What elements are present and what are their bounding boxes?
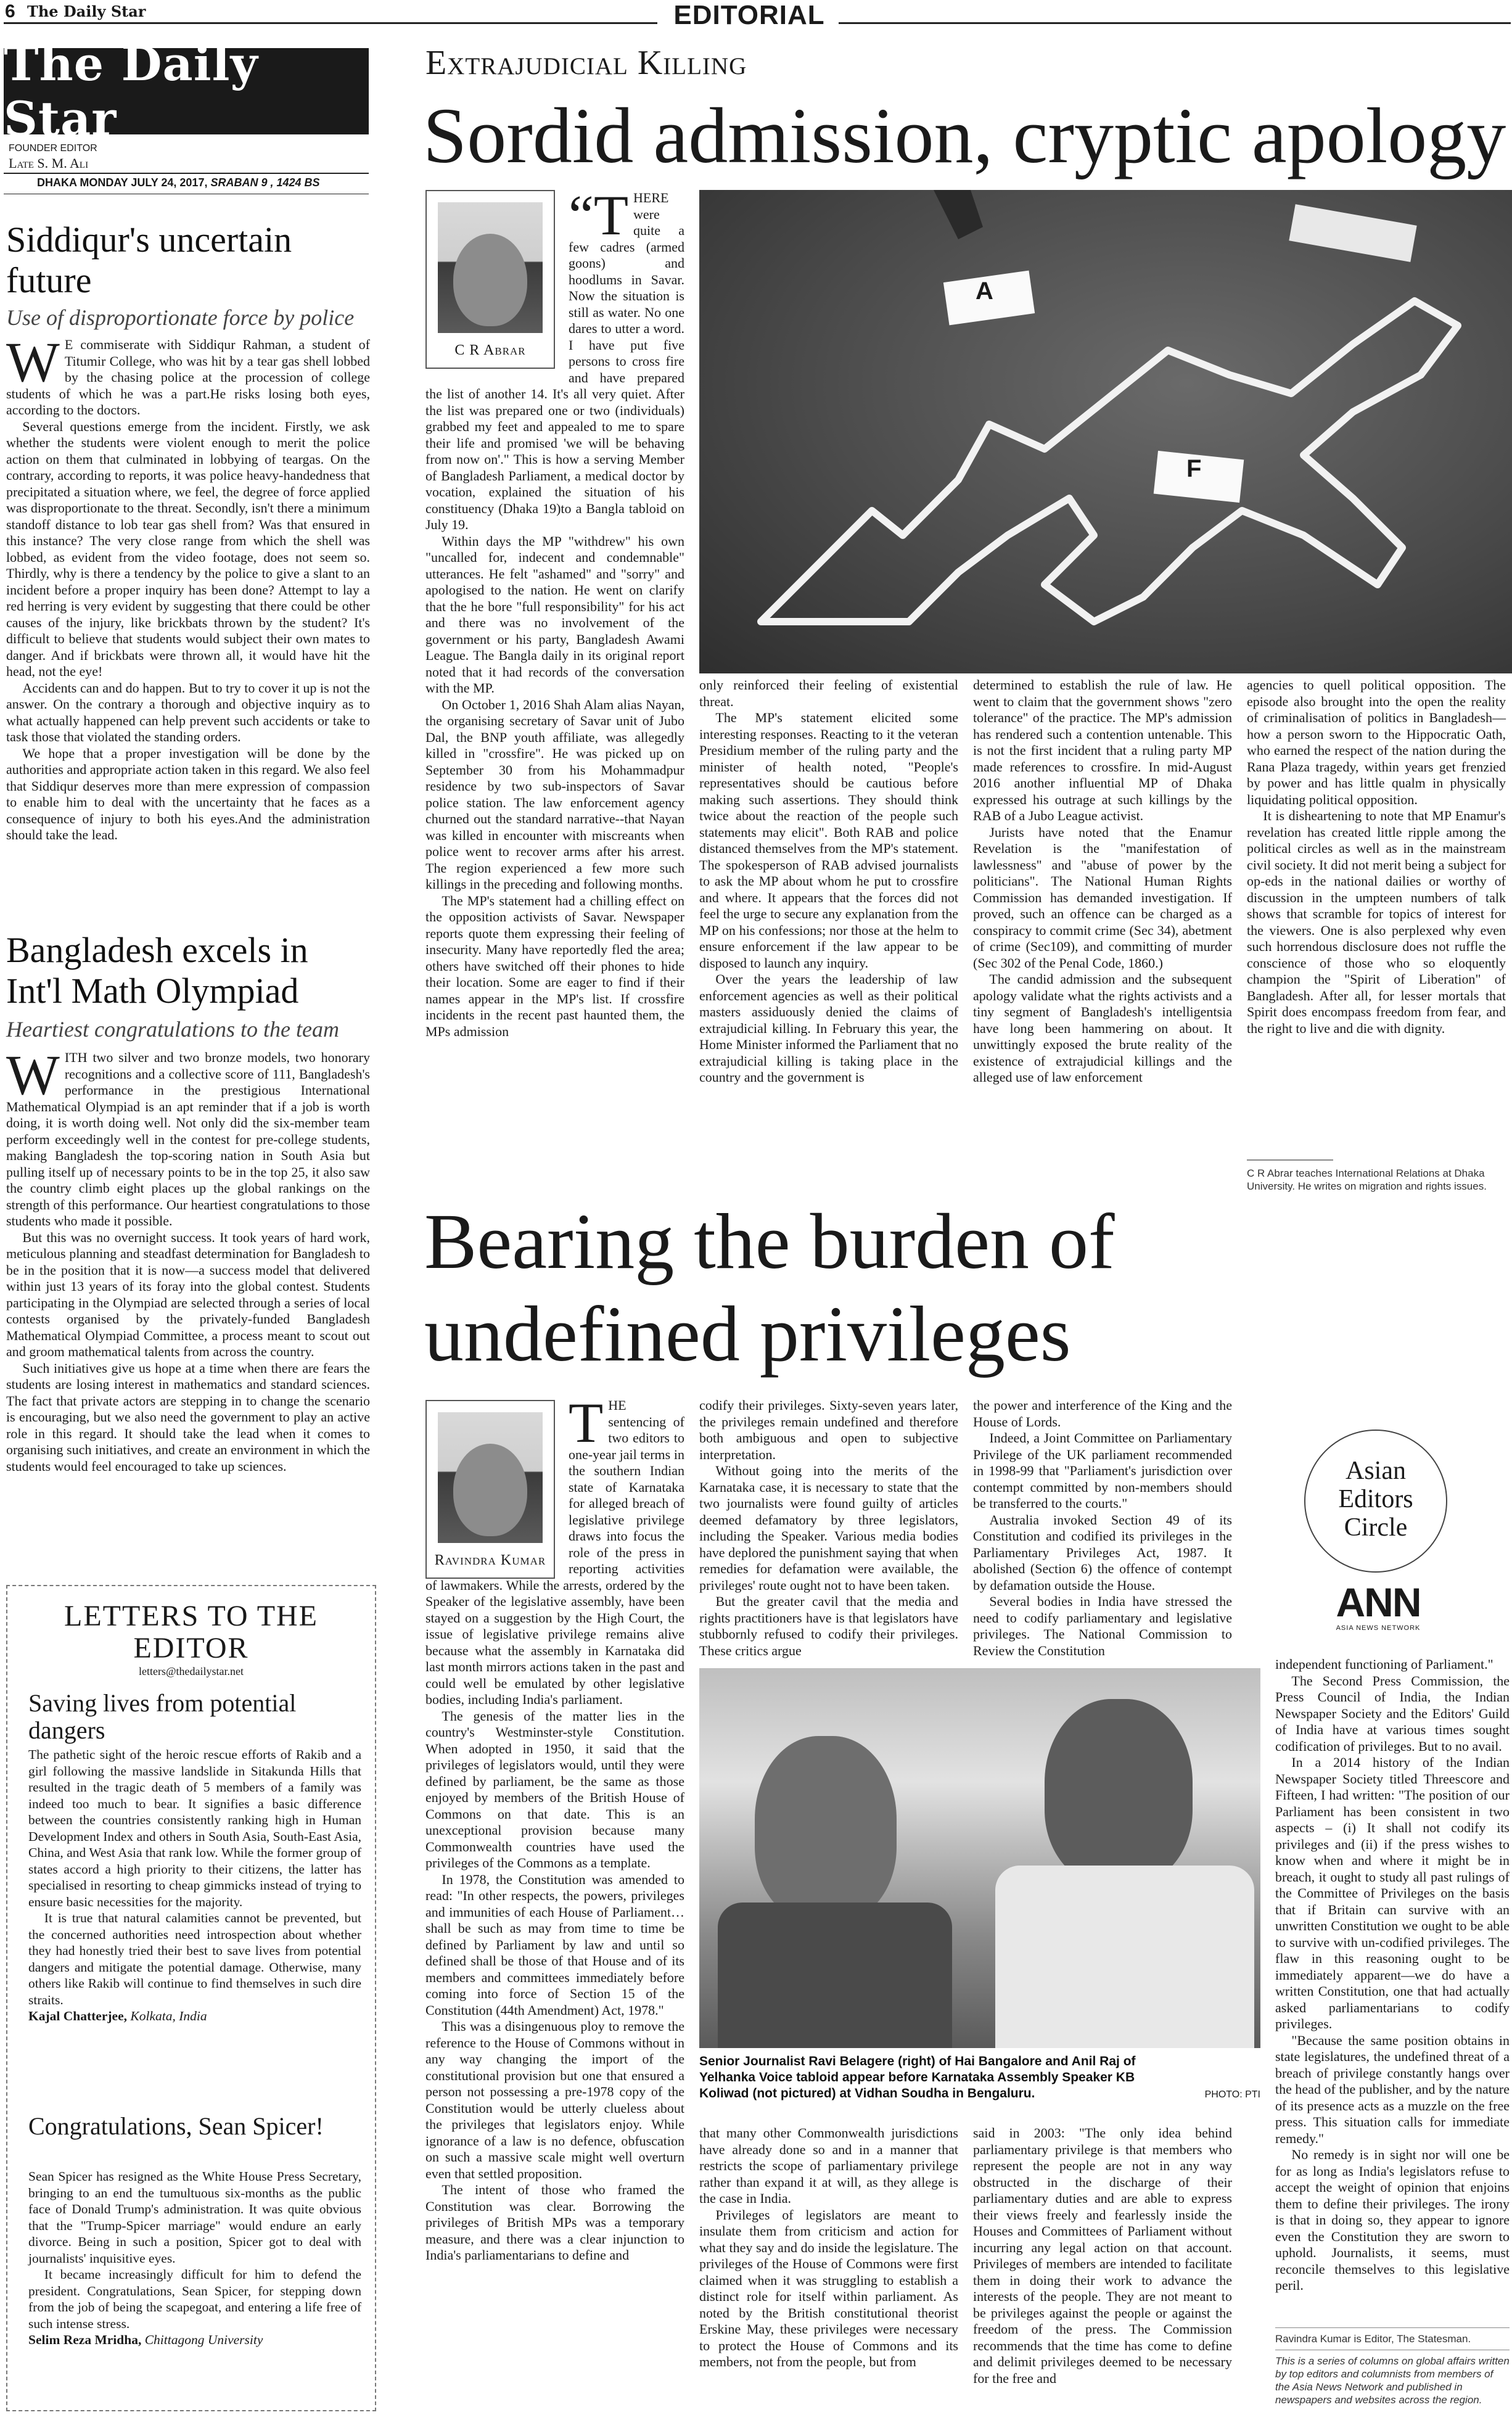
article-2-para: The Second Press Commission, the Press Council of India, the Indian Newspaper Society and the Editors' Guild of India have at various times sought codification of privileges. But to no avail.	[1275, 1672, 1510, 1754]
article-1-para: The MP's statement had a chilling effect on the opposition activists of Savar. Newspaper reports quote them expressing their feeling of insecurity. Many have reportedly fled the area; others have switched off their phones to hide their location. Some are eager to find if their names appear in the MP's list. If crossfire incidents in the recent past haunted them, the MPs admission	[425, 892, 684, 1039]
article-2-column-4	[1275, 1656, 1510, 2294]
article-2-column-3-top	[973, 1397, 1232, 1659]
article-2-para: independent functioning of Parliament."	[1275, 1656, 1494, 1672]
dateline-rule	[4, 173, 369, 174]
article-1-column-1	[425, 184, 684, 1040]
letter-2-signoff: Selim Reza Mridha, Chittagong University	[28, 2332, 263, 2347]
editorial-2-para: Such initiatives give us hope at a time when there are fears the students are losing interest in mathematics and standard sciences. The fact that private actors are stepping in to change the scenario is encouraging, but we also need the government to play an active role in this regard. It should take the lead when it comes to organising such initiatives, and create an environment in which the students would feel encouraged to take up sciences.	[6, 1360, 370, 1474]
editorial-2-subtitle: Heartiest congratulations to the team	[6, 1017, 339, 1042]
article-2-para: Indeed, a Joint Committee on Parliamentary Privilege of the UK parliament recommended in 1998-99 that "Parliament's jurisdiction over contempt committed by non-members should be transferred to the courts."	[973, 1430, 1232, 1511]
article-2-para: No remedy is in sight nor will one be for as long as India's legislators refuse to accept the weight of opinion that enjoins them to define their privileges. The irony is that in doing so, they appear to ignore even the Constitution they are sworn to uphold. Journalists, it seems, must reconcile themselves to this legislative peril.	[1275, 2147, 1510, 2293]
bio-rule	[1247, 1159, 1333, 1161]
article-1-para: Within days the MP "withdrew" his own "uncalled for, indecent and condemnable" utterances. He felt "ashamed" and "sorry" and apologised to the nation. He went on clarify that the he bore "full responsibility" for his act and there was no involvement of the government or his party, Bangladesh Awami League. The Bangla daily in its original report noted that it had records of the conversation with the MP.	[425, 533, 684, 696]
dateline	[37, 176, 320, 189]
editorial-2-para: WITH two silver and two bronze models, two honorary recognitions and a collective score of 111, Bangladesh's performance in the prestigious International Mathematical Olympiad is an apt reminder that if a job is worth doing, it is worth doing well. Not only did the six-member team perform exceedingly well in the contest for pre-college students, making Bangladesh the top-scoring nation in South Asia but pulling itself up of necessary points to be in the top 25, it also saw the country climb eight places up the global rankings on the strength of this performance. Our heartiest congratulations to those students who made it possible.	[6, 1043, 370, 1228]
article-2-column-1	[425, 1391, 684, 2264]
letter-2-para: It became increasingly difficult for him to defend the president. Congratulations, Sean Spicer, for stepping down from the job of being the scapegoat, and entering a life free of such intense stress.	[28, 2267, 361, 2331]
article-2-para: The intent of those who framed the Constitution was clear. Borrowing the privileges of British MPs was a temporary measure, and there was a clear injunction to India's parliamentarians to define and	[425, 2182, 684, 2263]
badge-line: Circle	[1344, 1513, 1408, 1542]
article-2-para: the power and interference of the King and the House of Lords.	[973, 1397, 1232, 1430]
article-2-column-2-top	[699, 1397, 958, 1659]
editorial-1-body	[6, 331, 370, 844]
article-2-para: But the greater cavil that the media and rights practitioners have is that legislators have stubbornly refused to codify their privileges. These critics argue	[699, 1594, 958, 1658]
dateline-bengali-date: SRABAN 9 , 1424 BS	[210, 176, 320, 189]
letter-2-body	[28, 2168, 361, 2348]
evidence-marker-a: A	[976, 278, 993, 305]
masthead-logo: The Daily Star	[4, 48, 369, 134]
letters-email: letters@thedailystar.net	[138, 1665, 244, 1677]
badge-line: Asian	[1346, 1457, 1406, 1485]
article-1-para: “THERE were quite a few cadres (armed goons) and hoodlums in Savar. Now the situation is still as water. No one dares to utter a word. I have put five persons to cross fire and have prepared the list of another 14. It's all very quiet. After the list was prepared one or two (individuals) grabbed my feet and appealed to me to spare their life and promised 'we will be behaving from now on'." This is how a serving Member of Bangladesh Parliament, a medical doctor by vocation, explained the situation of his constituency (Dhaka 19)to a Bangla tabloid on July 19.	[425, 184, 684, 532]
asian-editors-circle-badge	[1304, 1430, 1447, 1573]
editorial-2-body	[6, 1043, 370, 1475]
article-2-para: In 1978, the Constitution was amended to read: "In other respects, the powers, privileges and immunities of each House of Parliament…shall be such as may from time to time be defined by Parliament by law and until so defined shall be those of that House and of its members and committees immediately before coming into force of Section 15 of the Constitution (44th Amendment) Act, 1978."	[425, 1871, 684, 2018]
top-rule-right	[839, 22, 1511, 24]
article-2-para: codify their privileges. Sixty-seven years later, the privileges remain undefined and therefore both ambiguous and open to subjective interpretation.	[699, 1397, 958, 1462]
author-name: Ravindra Kumar	[434, 1552, 546, 1568]
article-1-kicker: Extrajudicial Killing	[425, 44, 747, 82]
page-number: 6	[5, 1, 15, 22]
chalk-outline-photo	[699, 190, 1512, 673]
article-1-para: determined to establish the rule of law. He went to claim that the government shows "zero tolerance" of the practice. The MP's admission has rendered such a contention untenable. This is not the first incident that a ruling party MP made references to crossfire. In mid-August 2016 another influential MP of Dhaka expressed his outrage at such killings by the RAB of a Jubo League activist.	[973, 677, 1232, 823]
article-1-column-2	[699, 677, 958, 1086]
ann-logo: ANN	[1336, 1579, 1421, 1625]
editorial-1-para: W E commiserate with Siddiqur Rahman, a student of Titumir College, who was hit by a tear gas shell lobbed by the chasing police at the procession of college students of which he was a part.He risks losing both eyes, according to the doctors.	[6, 331, 370, 418]
author-name: C R Abrar	[454, 342, 526, 358]
article-1-column-3	[973, 677, 1232, 1086]
top-rule-left	[4, 22, 657, 24]
article-1-para: agencies to quell political opposition. The episode also brought into the open the reality of criminalisation of politics in Bangladesh—how a person sworn to the Hippocratic Oath, who earned the respect of the nation during the Rana Plaza tragedy, within years get frenzied by power and has little qualm in physically liquidating political opposition.	[1247, 677, 1506, 807]
letter-1-body	[28, 1746, 361, 2025]
mini-masthead: The Daily Star	[27, 2, 146, 20]
article-2-para: This was a disingenuous ploy to remove the reference to the House of Commons without in any way changing the import of the constitutional provision but one that ensured a person not possessing a pre-1978 copy of the Constitution would be utterly clueless about the privileges that legislators enjoy. While ignorance of a law is no defence, obfuscation on such a massive scale might well overturn even that settled proposition.	[425, 2018, 684, 2181]
evidence-marker-f: F	[1186, 455, 1202, 482]
series-note: This is a series of columns on global affairs written by top editors and columnists from members of the Asia News Network and published in newspapers and websites across the region.	[1275, 2355, 1510, 2406]
article-2-para: The genesis of the matter lies in the country's Westminster-style Constitution. When adopted in 1950, it said that the privileges of legislators would, until they were defined by parliament, be the same as those enjoyed by members of the British House of Commons on that date. This is an unexceptional provision because many Commonwealth countries have used the privileges of the Commons as a template.	[425, 1708, 684, 1870]
letter-2-title: Congratulations, Sean Spicer!	[28, 2112, 324, 2140]
article-2-para: In a 2014 history of the Indian Newspaper Society titled Threescore and Fifteen, I had written: "The position of our Parliament has been consistent in two aspects – (i) It shall not codify its privileges and (ii) if the press wishes to know when and where it might be in breach, it ought to study all past rulings of the Committee of Privileges on the basis that if Britain can survive with an unwritten Constitution we ought to be able to survive with un-codified privileges. The flaw in this reasoning ought to be immediately apparent—we do have a written Constitution, one that had actually asked parliamentarians to codify privileges.	[1275, 1755, 1510, 2031]
founder-label: FOUNDER EDITOR	[9, 143, 97, 154]
article-2-column-3-bottom	[973, 2125, 1232, 2387]
article-1-column-4	[1247, 677, 1506, 1037]
section-label: EDITORIAL	[673, 0, 825, 30]
article-1-para: The MP's statement elicited some interesting responses. Reacting to it the veteran Presidium member of the ruling party and the minister of health noted, "People's representatives should be cautious before making such assertions. They should think twice about the reaction of the people such statements may elicit". Both RAB and police distanced themselves from the MP's statement. The spokesperson of RAB advised journalists to ask the MP about whom he put to crossfire and where. It appears that the forces did not feel the urge to secure any explanation from the MP on his confessions; nor those at the helm to ensure enforcement if the law appear to be disposed to launch any inquiry.	[699, 710, 958, 971]
badge-line: Editors	[1338, 1485, 1413, 1513]
journalists-photo	[699, 1668, 1260, 2048]
photo-credit: PHOTO: PTI	[1204, 2089, 1260, 2100]
article-1-para: The candid admission and the subsequent apology validate what the rights activists and a tiny segment of Bangladesh's intelligentsia have long been hammering on about. It unwittingly exposed the brute reality of the existence of extrajudicial killings and the alleged use of law enforcement	[973, 971, 1232, 1085]
letter-1-para: It is true that natural calamities cannot be prevented, but the concerned authorities need introspection about whether they had honestly tried their best to save lives from potential dangers and mitigate the potential damage. Otherwise, many others like Rakib will continue to find themselves in such dire straits.	[28, 1911, 361, 2007]
letter-1-signoff: Kajal Chatterjee, Kolkata, India	[28, 2009, 207, 2023]
article-2-bio: Ravindra Kumar is Editor, The Statesman.	[1275, 2333, 1471, 2345]
article-2-para: Several bodies in India have stressed the need to codify parliamentary and legislative privileges. The National Commission to Review the Constitution	[973, 1594, 1232, 1658]
article-1-para: Jurists have noted that the Enamur Revelation is the "manifestation of lawlessness" and "abuse of power by the politicians". The National Human Rights Commission has demanded investigation. If proved, such an offence can be charged as a conspiracy to commit crime (Sec 34), abetment of crime (Sec109), and committing of murder (Sec 302 of the Penal Code, 1860.)	[973, 824, 1232, 971]
letter-2-para: Sean Spicer has resigned as the White House Press Secretary, bringing to an end the tumultuous six-months as the public face of Donald Trump's administration. It was quite obvious that the "Trump-Spicer marriage" would endure an early divorce. Being in such a position, Spicer got to deal with journalists' inquisitive eyes.	[28, 2169, 361, 2266]
photo-caption: Senior Journalist Ravi Belagere (right) of Hai Bangalore and Anil Raj of Yelhanka Voice tabloid appear before Karnataka Assembly Speaker KB Koliwad (not pictured) at Vidhan Soudha in Bengaluru.	[699, 2054, 1136, 2100]
drop-cap: T	[569, 1391, 604, 1454]
bio-rule	[1275, 2327, 1510, 2328]
article-2-para: Without going into the merits of the Karnataka case, it is necessary to state that the two journalists were found guilty of articles deemed defamatory by three legislators, including the Speaker. Various media bodies have deplored the punishment saying that when remedies for defamation were available, the privileges' route ought not to have been taken.	[699, 1463, 958, 1593]
chalk-outline	[699, 190, 1512, 673]
article-1-para: Over the years the leadership of law enforcement agencies as well as their political masters assiduously denied the claims of extrajudicial killing. In February this year, the Home Minister informed the Parliament that no extrajudicial killing is taking place in the country and the government is	[699, 971, 958, 1085]
editorial-1-para: Several questions emerge from the incident. Firstly, we ask whether the students were violent enough to merit the police action on them that culminated in lobbying of teargas. On the contrary, according to reports, it was police heavy-handedness that precipitated a situation where, we feel, the degree of force applied was disproportionate to the threat. Secondly, isn't there a minimum standoff distance to lob tear gas shell from? Was that ensured in this instance? The very close range from which the shell was lobbed, as evident from the video footage, does not seem so. Thirdly, why is there a tendency by the police to give a slant to an incident before a proper inquiry has been done? Attempt to lay a red herring is very evident by suggesting that there could be other causes of the injury, like brickbats thrown by the student? It's difficult to believe that students would subject their own mates to danger. And if brickbats were thrown all, it would have hit the head, not the eye!	[6, 418, 370, 679]
editorial-1-title: Siddiqur's uncertain future	[6, 220, 292, 300]
article-1-bio: C R Abrar teaches International Relations at Dhaka University. He writes on migration and rights issues.	[1247, 1167, 1487, 1192]
letter-1-title: Saving lives from potential dangers	[28, 1689, 297, 1744]
article-1-para: It is disheartening to note that MP Enamur's revelation has created little ripple among the political circles as well as in the mainstream civil society. It did not merit being a subject for op-eds in the national dailies or worthy of discussion in the umpteen numbers of talk shows that scramble for topics of interest for the viewers. One is also perplexed why even such horrendous disclosure does not ruffle the conscience of those who so eloquently champion the "Spirit of Liberation" of Bangladesh. After all, for lesser mortals that Spirit does encompass freedom from fear, and the right to live and die with dignity.	[1247, 808, 1506, 1036]
ann-subtitle: ASIA NEWS NETWORK	[1336, 1624, 1421, 1632]
article-1-para: On October 1, 2016 Shah Alam alias Nayan, the organising secretary of Savar unit of Jubo Dal, the BNP youth affiliate, was allegedly killed in "crossfire". He was picked up on September 30 from his Mohammadpur residence by two sub-inspectors of Savar police station. The law enforcement agency churned out the standard narrative--that Nayan was killed in encounter with miscreants when police went to recover arms after his arrest. The region experienced a few more such killings in the preceding and following months.	[425, 696, 684, 892]
drop-cap: W	[6, 1043, 60, 1106]
drop-cap: “T	[569, 184, 629, 247]
article-2-column-2-bottom	[699, 2125, 958, 2371]
article-2-para: that many other Commonwealth jurisdictions have already done so and in a manner that restricts the scope of parliamentary privilege rather than expand it at will, as they allege is the case in India.	[699, 2125, 958, 2206]
article-2-para: Privileges of legislators are meant to insulate them from criticism and action for what they say and do inside the legislature. The privileges of the House of Commons were first claimed when it was struggling to establish a distinct role for itself within parliament. As noted by the British constitutional theorist Erskine May, these privileges were necessary to protect the House of Commons and its members, not from the people, but from	[699, 2207, 958, 2369]
editorial-2-title: Bangladesh excels in Int'l Math Olympiad	[6, 930, 308, 1011]
article-1-para: only reinforced their feeling of existential threat.	[699, 677, 958, 709]
article-2-para: Australia invoked Section 49 of its Constitution and codified its privileges in the Parliamentary Privileges Act, 1987. It abolished (Section 6) the offence of contempt by defamation outside the House.	[973, 1512, 1232, 1593]
letters-title: LETTERS TO THE EDITOR	[64, 1600, 318, 1664]
article-2-headline: Bearing the burden of undefined privileges	[424, 1198, 1115, 1378]
article-2-para: THE sentencing of two editors to one-year jail terms in the southern Indian state of Karnataka for alleged breach of legislative privilege draws into focus the role of the press in reporting activities of lawmakers. While the arrests, ordered by the Speaker of the legislative assembly, have been stayed on a suggestion by the High Court, the issue of legislative privilege remains alive because what the assembly in Karnataka did last month mirrors actions taken in the past and could well be emulated by other legislative bodies, including India's parliament.	[425, 1391, 684, 1707]
editorial-2-para: But this was no overnight success. It took years of hard work, meticulous planning and steadfast determination for Bangladesh to be in the position that it is now—a success model that delivered within just 13 years of its foray into the global contest. Students participating in the Olympiad are selected through a series of local contests organised by the privately-funded Bangladesh Mathematical Olympiad Committee, a process meant to scout out and groom mathematical talents from across the country.	[6, 1229, 370, 1359]
editorial-1-para: Accidents can and do happen. But to try to cover it up is not the answer. On the contrary a thorough and objective inquiry as to what actually happened can help prevent such accidents or take to task those that violated the standing orders.	[6, 680, 370, 744]
editorial-1-para: We hope that a proper investigation will be done by the authorities and appropriate action taken in this regard. We also feel that Siddiqur deserves more than mere expression of compassion to enable him to deal with the uncertainty that he faces as a consequence of injury to both his eyes.And the administration should take the lead.	[6, 745, 370, 842]
article-2-para: said in 2003: "The only idea behind parliamentary privilege is that members who represent the people are not in any way obstructed in the discharge of their parliamentary duties and are able to express their views freely and fearlessly inside the Houses and Committees of Parliament without incurring any legal action on that account. Privileges of members are intended to facilitate them in doing their work to advance the interests of the people. They are not meant to be privileges against the people or against the freedom of the press. The Commission recommends that the time has come to define and delimit privileges deemed to be necessary for the free and	[973, 2125, 1232, 2386]
letter-1-para: The pathetic sight of the heroic rescue efforts of Rakib and a girl following the massive landslide in Sitakunda Hills that resulted in the tragic death of 5 members of a family was indeed too much to bear. It signifies a basic difference between the countries consistently ranking high in Human Development Index and others in South Asia, South-East Asia, China, and West Asia that rank low. While the former group of states accord a high priority to their citizens, the latter has specialised in resorting to cheap gimmicks instead of trying to ensure basic necessities for the majority.	[28, 1747, 361, 1909]
editorial-1-subtitle: Use of disproportionate force by police	[6, 305, 355, 330]
article-2-para: "Because the same position obtains in state legislatures, the undefined threat of a breach of privilege constantly hangs over the head of the publisher, and by the nature of its presence acts as a muzzle on the free press. This situation calls for immediate remedy."	[1275, 2032, 1510, 2146]
dateline-date: DHAKA MONDAY JULY 24, 2017,	[37, 176, 211, 189]
article-1-headline: Sordid admission, cryptic apology	[423, 92, 1506, 179]
drop-cap: W	[6, 331, 60, 393]
founder-name: Late S. M. Ali	[9, 155, 89, 171]
